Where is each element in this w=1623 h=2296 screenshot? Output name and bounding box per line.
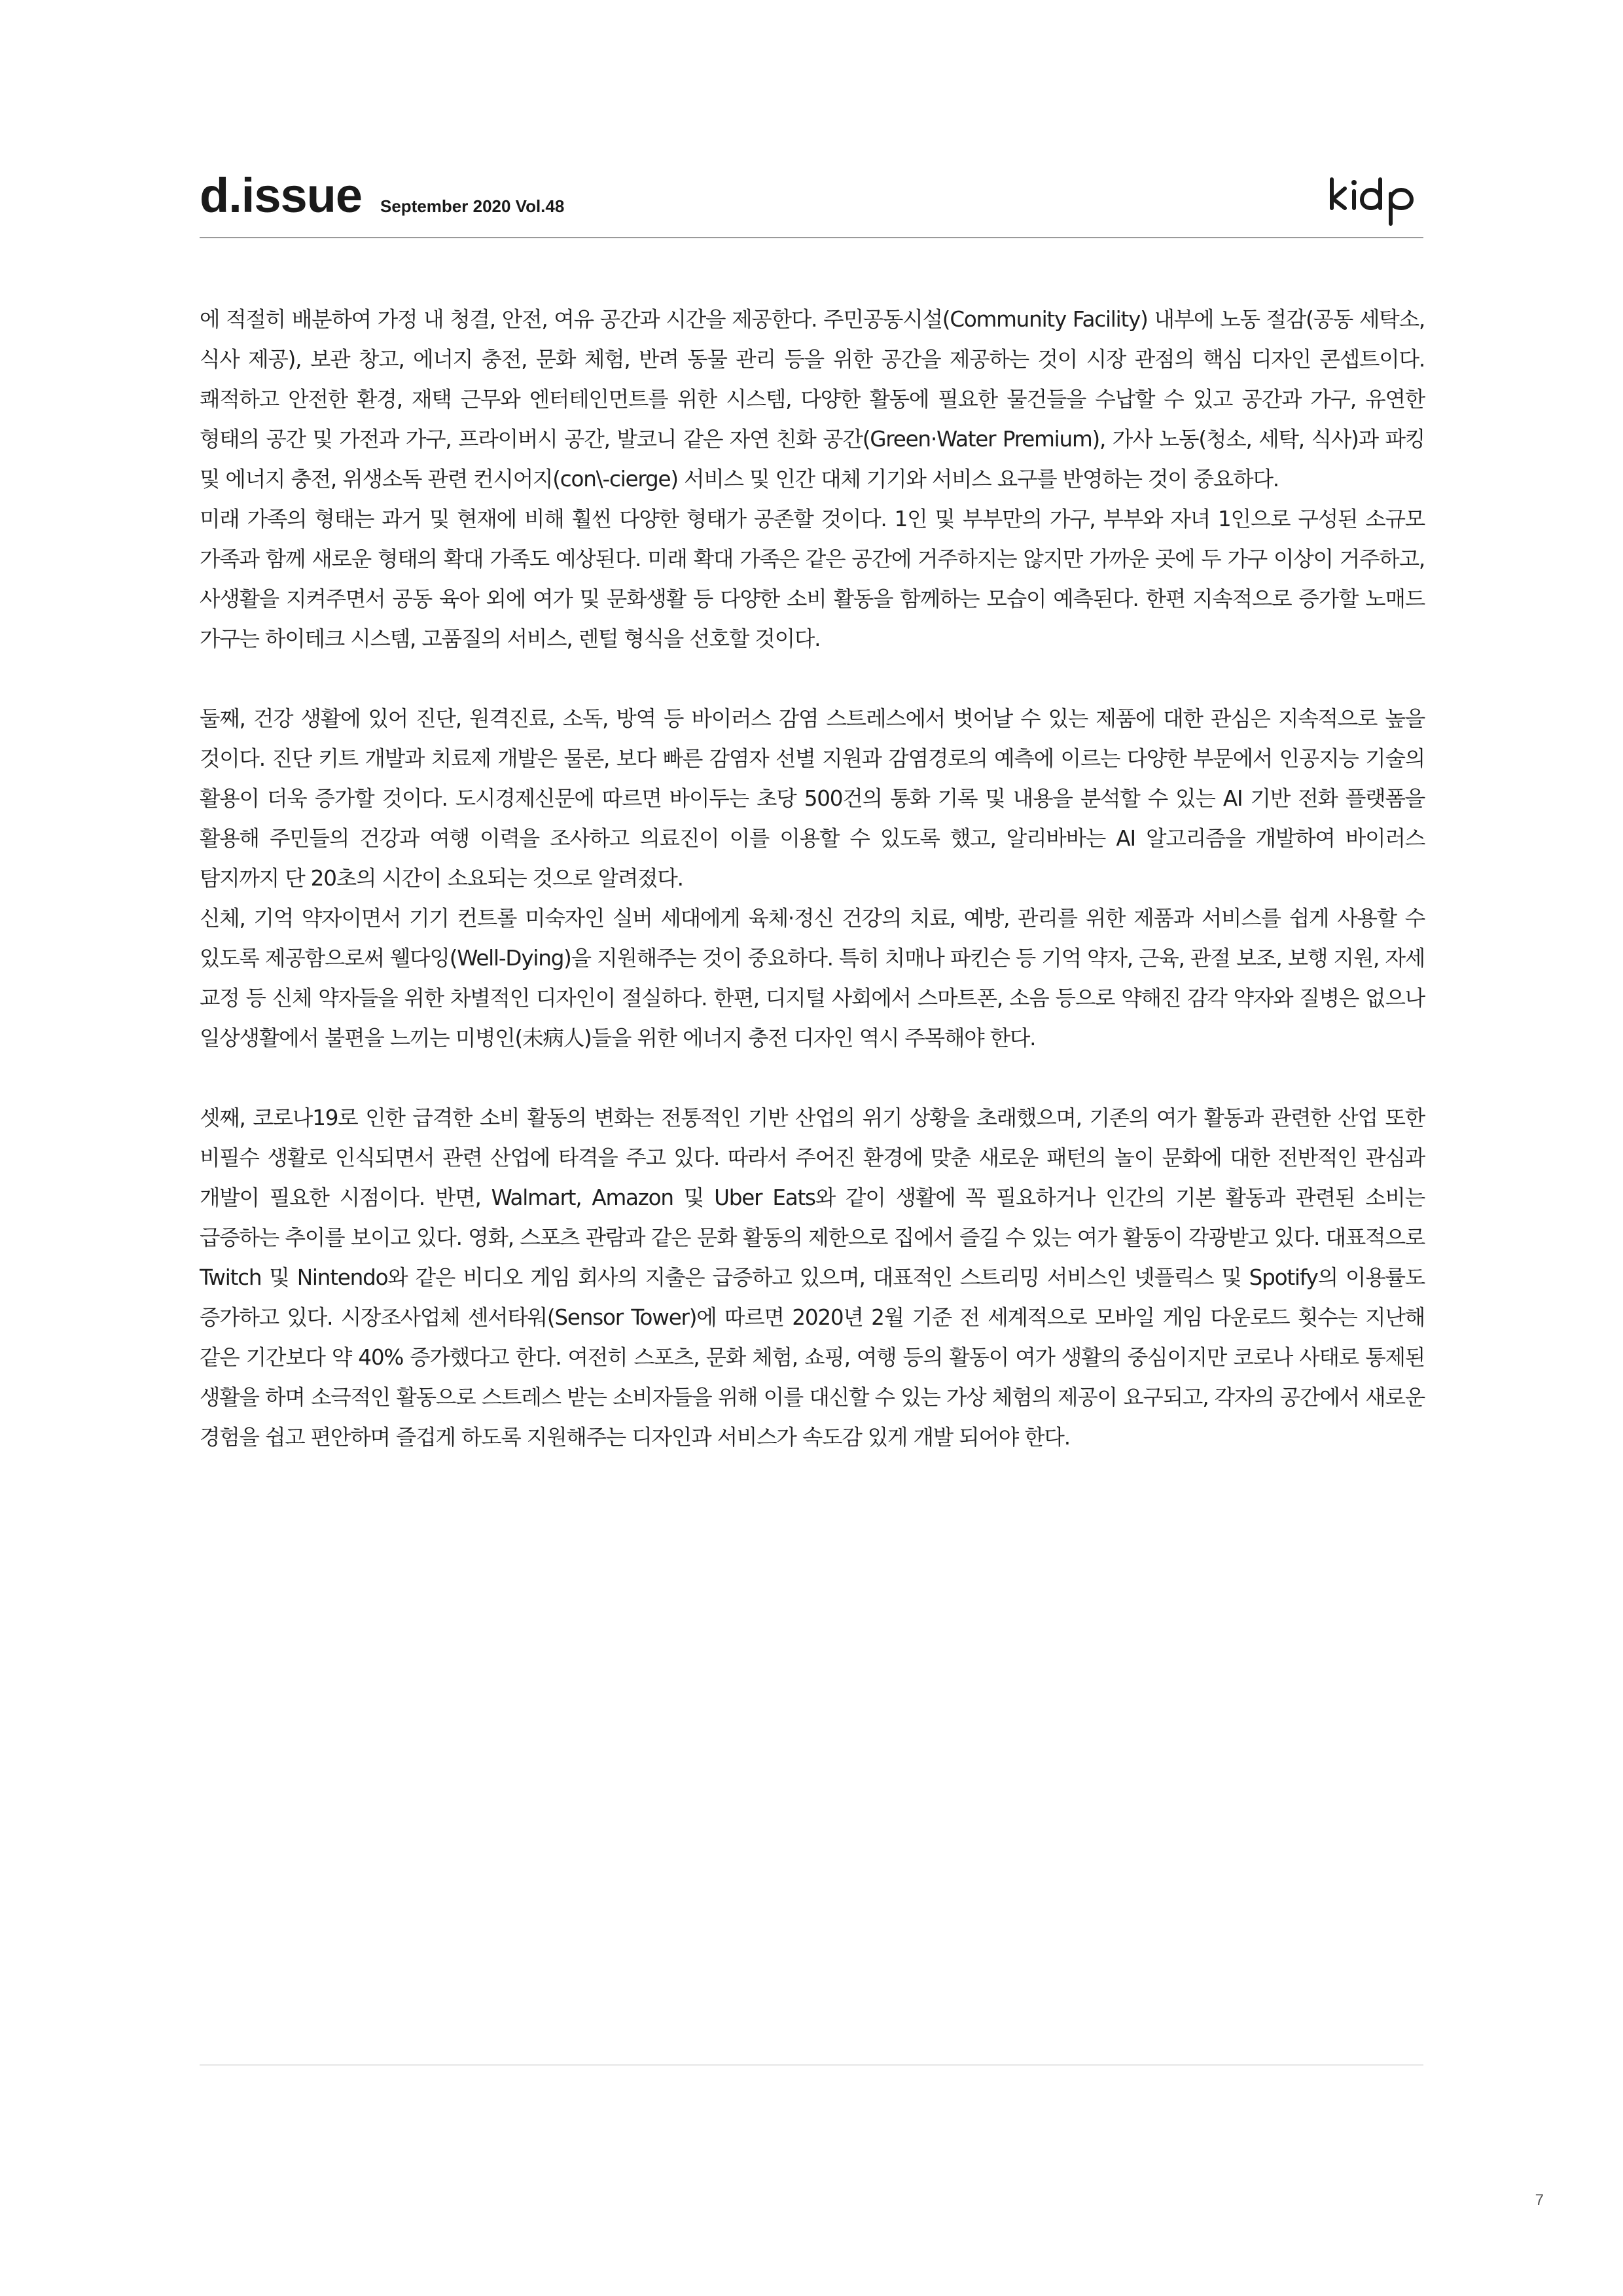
paragraph: 셋째, 코로나19로 인한 급격한 소비 활동의 변화는 전통적인 기반 산업의 위기 상황을 초래했으며, 기존의 여가 활동과 관련한 산업 또한 비필수 생활로 인식되면서 관련 산업에 타격을 주고 있다. 따라서 주어진 환경에 맞춘 새로운 패턴의 놀이 문화에 대한 전반적인 관심과 개발이 필요한 시점이다. 반면, Walmart, Amazon 및 Uber Eats와 같이 생활에 꼭 필요하거나 인간의 기본 활동과 관련된 소비는 급증하는 추이를 보이고 있다. 영화, 스포츠 관람과 같은 문화 활동의 제한으로 집에서 즐길 수 있는 여가 활동이 각광받고 있다. 대표적으로 Twitch 및 Nintendo와 같은 비디오 게임 회사의 지출은 급증하고 있으며, 대표적인 스트리밍 서비스인 넷플릭스 및 Spotify의 이용률도 증가하고 있다. 시장조사업체 센서타워(Sensor Tower)에 따르면 2020년 2월 기준 전 세계적으로 모바일 게임 다운로드 횟수는 지난해 같은 기간보다 약 40% 증가했다고 한다. 여전히 스포츠, 문화 체험, 쇼핑, 여행 등의 활동이 여가 생활의 중심이지만 코로나 사태로 통제된 생활을 하며 소극적인 활동으로 스트레스 받는 소비자들을 위해 이를 대신할 수 있는 가상 체험의 제공이 요구되고, 각자의 공간에서 새로운 경험을 쉽고 편안하며 즐겁게 하도록 지원해주는 디자인과 서비스가 속도감 있게 개발 되어야 한다. [200,1105,1425,1450]
brand-name: d.issue [200,168,362,223]
kidp-logo [1325,170,1423,229]
paragraph-spacer [200,1058,1425,1098]
header-divider [200,237,1423,238]
page-header [200,164,1423,242]
issue-label: September 2020 Vol.48 [380,196,565,216]
brand [200,168,565,223]
kidp-logo-icon [1325,170,1423,229]
paragraph: 에 적절히 배분하여 가정 내 청결, 안전, 여유 공간과 시간을 제공한다. 주민공동시설(Community Facility) 내부에 노동 절감(공동 세탁소, 식사 제공), 보관 창고, 에너지 충전, 문화 체험, 반려 동물 관리 등을 위한 공간을 제공하는 것이 시장 관점의 핵심 디자인 콘셉트이다. 쾌적하고 안전한 환경, 재택 근무와 엔터테인먼트를 위한 시스템, 다양한 활동에 필요한 물건들을 수납할 수 있고 공간과 가구, 유연한 형태의 공간 및 가전과 가구, 프라이버시 공간, 발코니 같은 자연 친화 공간(Green·Water Premium), 가사 노동(청소, 세탁, 식사)과 파킹 및 에너지 충전, 위생소독 관련 컨시어지(con\-cierge) 서비스 및 인간 대체 기기와 서비스 요구를 반영하는 것이 중요하다. [200,307,1425,492]
footer-divider [200,2064,1423,2066]
paragraph: 미래 가족의 형태는 과거 및 현재에 비해 훨씬 다양한 형태가 공존할 것이다. 1인 및 부부만의 가구, 부부와 자녀 1인으로 구성된 소규모 가족과 함께 새로운 형태의 확대 가족도 예상된다. 미래 확대 가족은 같은 공간에 거주하지는 않지만 가까운 곳에 두 가구 이상이 거주하고, 사생활을 지켜주면서 공동 육아 외에 여가 및 문화생활 등 다양한 소비 활동을 함께하는 모습이 예측된다. 한편 지속적으로 증가할 노매드 가구는 하이테크 시스템, 고품질의 서비스, 렌털 형식을 선호할 것이다. [200,507,1425,651]
paragraph-spacer [200,659,1425,699]
paragraph: 신체, 기억 약자이면서 기기 컨트롤 미숙자인 실버 세대에게 육체·정신 건강의 치료, 예방, 관리를 위한 제품과 서비스를 쉽게 사용할 수 있도록 제공함으로써 웰다잉(Well-Dying)을 지원해주는 것이 중요하다. 특히 치매나 파킨슨 등 기억 약자, 근육, 관절 보조, 보행 지원, 자세 교정 등 신체 약자들을 위한 차별적인 디자인이 절실하다. 한편, 디지털 사회에서 스마트폰, 소음 등으로 약해진 감각 약자와 질병은 없으나 일상생활에서 불편을 느끼는 미병인(未病人)들을 위한 에너지 충전 디자인 역시 주목해야 한다. [200,906,1425,1050]
page-number: 7 [1535,2191,1544,2209]
paragraph: 둘째, 건강 생활에 있어 진단, 원격진료, 소독, 방역 등 바이러스 감염 스트레스에서 벗어날 수 있는 제품에 대한 관심은 지속적으로 높을 것이다. 진단 키트 개발과 치료제 개발은 물론, 보다 빠른 감염자 선별 지원과 감염경로의 예측에 이르는 다양한 부문에서 인공지능 기술의 활용이 더욱 증가할 것이다. 도시경제신문에 따르면 바이두는 초당 500건의 통화 기록 및 내용을 분석할 수 있는 AI 기반 전화 플랫폼을 활용해 주민들의 건강과 여행 이력을 조사하고 의료진이 이를 이용할 수 있도록 했고, 알리바바는 AI 알고리즘을 개발하여 바이러스 탐지까지 단 20초의 시간이 소요되는 것으로 알려졌다. [200,706,1425,891]
article-body [200,300,1425,1458]
